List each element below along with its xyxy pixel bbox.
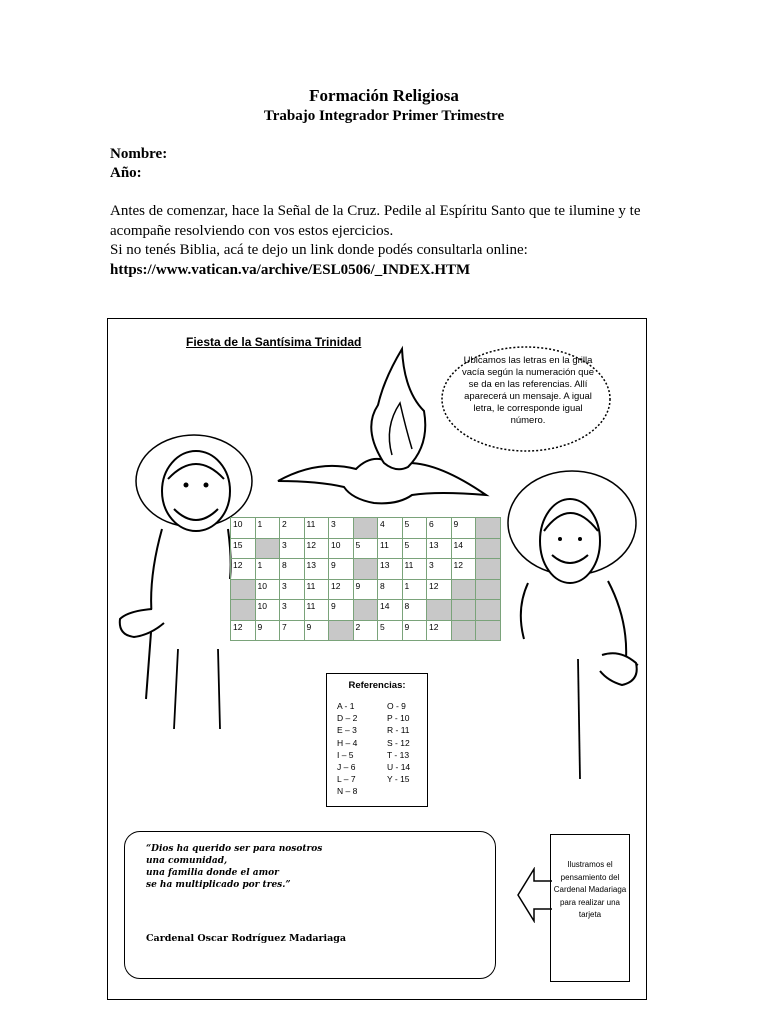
grid-cell[interactable] (476, 600, 501, 621)
grid-cell[interactable]: 9 (255, 620, 280, 641)
grid-row (231, 559, 501, 580)
grid-cell[interactable] (476, 559, 501, 580)
reference-item: O - 9 (387, 701, 406, 711)
reference-item: S - 12 (387, 737, 410, 748)
right-figure-head-icon (540, 499, 600, 583)
grid-cell[interactable]: 4 (378, 518, 403, 539)
reference-item: R - 11 (387, 725, 410, 736)
grid-cell[interactable] (476, 620, 501, 641)
grid-cell[interactable]: 3 (280, 538, 305, 559)
grid-cell[interactable]: 13 (304, 559, 329, 580)
references-left-column (337, 700, 357, 798)
side-note: Ilustramos el pensamiento del Cardenal Madariaga para realizar una tarjeta (553, 860, 627, 919)
grid-cell[interactable] (231, 600, 256, 621)
grid-cell[interactable]: 3 (280, 579, 305, 600)
grid-cell[interactable] (427, 600, 452, 621)
grid-cell[interactable]: 12 (329, 579, 354, 600)
flame-icon (371, 349, 425, 469)
grid-cell[interactable]: 10 (329, 538, 354, 559)
name-field-label: Nombre: (110, 146, 168, 162)
grid-cell[interactable]: 6 (427, 518, 452, 539)
grid-cell[interactable]: 14 (451, 538, 476, 559)
worksheet-title: Fiesta de la Santísima Trinidad (186, 335, 362, 349)
reference-item: D – 2 (337, 713, 358, 724)
reference-item: N – 8 (337, 786, 358, 797)
reference-item: L – 7 (337, 774, 356, 785)
grid-cell[interactable]: 12 (231, 620, 256, 641)
grid-cell[interactable]: 1 (255, 518, 280, 539)
grid-cell[interactable] (451, 620, 476, 641)
grid-cell[interactable] (476, 538, 501, 559)
grid-cell[interactable]: 1 (402, 579, 427, 600)
grid-cell[interactable]: 8 (402, 600, 427, 621)
references-right-column (387, 700, 410, 785)
bible-link[interactable]: https://www.vatican.va/archive/ESL0506/_INDEX.HTM (110, 261, 471, 278)
grid-cell[interactable]: 11 (304, 600, 329, 621)
grid-cell[interactable]: 2 (353, 620, 378, 641)
grid-cell[interactable]: 9 (402, 620, 427, 641)
instruction-line-2: Si no tenés Biblia, acá te dejo un link donde podés consultarla online: (110, 242, 528, 258)
quote-line: una familia donde el amor (146, 868, 279, 878)
quote-line: se ha multiplicado por tres.” (146, 880, 291, 890)
grid-cell[interactable]: 5 (378, 620, 403, 641)
grid-row (231, 579, 501, 600)
grid-cell[interactable]: 12 (427, 579, 452, 600)
grid-cell[interactable] (451, 600, 476, 621)
quote-line: “Dios ha querido ser para nosotros (146, 844, 323, 854)
grid-row (231, 620, 501, 641)
grid-cell[interactable]: 10 (231, 518, 256, 539)
grid-cell[interactable]: 11 (402, 559, 427, 580)
grid-cell[interactable]: 13 (427, 538, 452, 559)
grid-row (231, 538, 501, 559)
grid-cell[interactable] (255, 538, 280, 559)
bubble-instructions: Ubicamos las letras en la grilla vacía según la numeración que se da en las referencias. Allí aparecerá un mensaje. A igual letra, le corresponde igual número. (461, 355, 595, 426)
grid-cell[interactable]: 12 (427, 620, 452, 641)
page-subtitle: Trabajo Integrador Primer Trimestre (263, 108, 505, 124)
left-hand-icon (120, 609, 164, 637)
reference-item: I – 5 (337, 749, 354, 760)
grid-cell[interactable]: 9 (329, 600, 354, 621)
grid-cell[interactable]: 9 (451, 518, 476, 539)
grid-cell[interactable] (231, 579, 256, 600)
grid-cell[interactable]: 7 (280, 620, 305, 641)
reference-item: Y - 15 (387, 774, 410, 785)
grid-cell[interactable] (329, 620, 354, 641)
grid-cell[interactable]: 5 (402, 538, 427, 559)
instructions (110, 202, 650, 280)
dove-icon (278, 459, 486, 503)
year-field-label: Año: (110, 165, 142, 181)
grid-cell[interactable]: 3 (329, 518, 354, 539)
grid-cell[interactable]: 3 (427, 559, 452, 580)
reference-item: H – 4 (337, 737, 358, 748)
grid-row (231, 518, 501, 539)
grid-cell[interactable]: 1 (255, 559, 280, 580)
worksheet-image (107, 318, 647, 1000)
grid-cell[interactable] (353, 559, 378, 580)
grid-cell[interactable]: 10 (255, 579, 280, 600)
reference-item: A - 1 (337, 701, 355, 711)
references-title: Referencias: (348, 680, 406, 691)
grid-cell[interactable] (451, 579, 476, 600)
grid-cell[interactable]: 11 (304, 518, 329, 539)
grid-cell[interactable]: 11 (378, 538, 403, 559)
grid-cell[interactable]: 10 (255, 600, 280, 621)
quote-text (146, 843, 322, 891)
grid-cell[interactable] (476, 579, 501, 600)
reference-item: J – 6 (337, 762, 356, 773)
grid-cell[interactable] (353, 518, 378, 539)
grid-cell[interactable] (476, 518, 501, 539)
grid-cell[interactable]: 11 (304, 579, 329, 600)
quote-author: Cardenal Oscar Rodríguez Madariaga (146, 933, 347, 944)
grid-cell[interactable]: 15 (231, 538, 256, 559)
grid-cell[interactable]: 5 (402, 518, 427, 539)
grid-cell[interactable]: 12 (451, 559, 476, 580)
reference-item: U - 14 (387, 762, 411, 773)
reference-item: E – 3 (337, 725, 357, 736)
letter-grid[interactable] (230, 517, 501, 641)
grid-cell[interactable]: 3 (280, 600, 305, 621)
instruction-line-1: Antes de comenzar, hace la Señal de la Cruz. Pedile al Espíritu Santo que te ilumine y te acompañe resolviendo con vos estos ejercicios. (110, 203, 641, 239)
right-hand-icon (600, 653, 637, 685)
grid-cell[interactable]: 14 (378, 600, 403, 621)
grid-cell[interactable]: 13 (378, 559, 403, 580)
grid-cell[interactable]: 9 (329, 559, 354, 580)
grid-cell[interactable]: 9 (353, 579, 378, 600)
grid-cell[interactable] (353, 600, 378, 621)
reference-item: T - 13 (387, 749, 410, 760)
grid-row (231, 600, 501, 621)
reference-item: P - 10 (387, 713, 410, 724)
grid-cell[interactable]: 8 (280, 559, 305, 580)
grid-cell[interactable]: 12 (231, 559, 256, 580)
page-title: Formación Religiosa (309, 86, 459, 105)
grid-cell[interactable]: 9 (304, 620, 329, 641)
quote-line: una comunidad, (146, 856, 228, 866)
grid-cell[interactable]: 2 (280, 518, 305, 539)
grid-cell[interactable]: 8 (378, 579, 403, 600)
grid-cell[interactable]: 12 (304, 538, 329, 559)
grid-cell[interactable]: 5 (353, 538, 378, 559)
references-box (326, 673, 428, 807)
